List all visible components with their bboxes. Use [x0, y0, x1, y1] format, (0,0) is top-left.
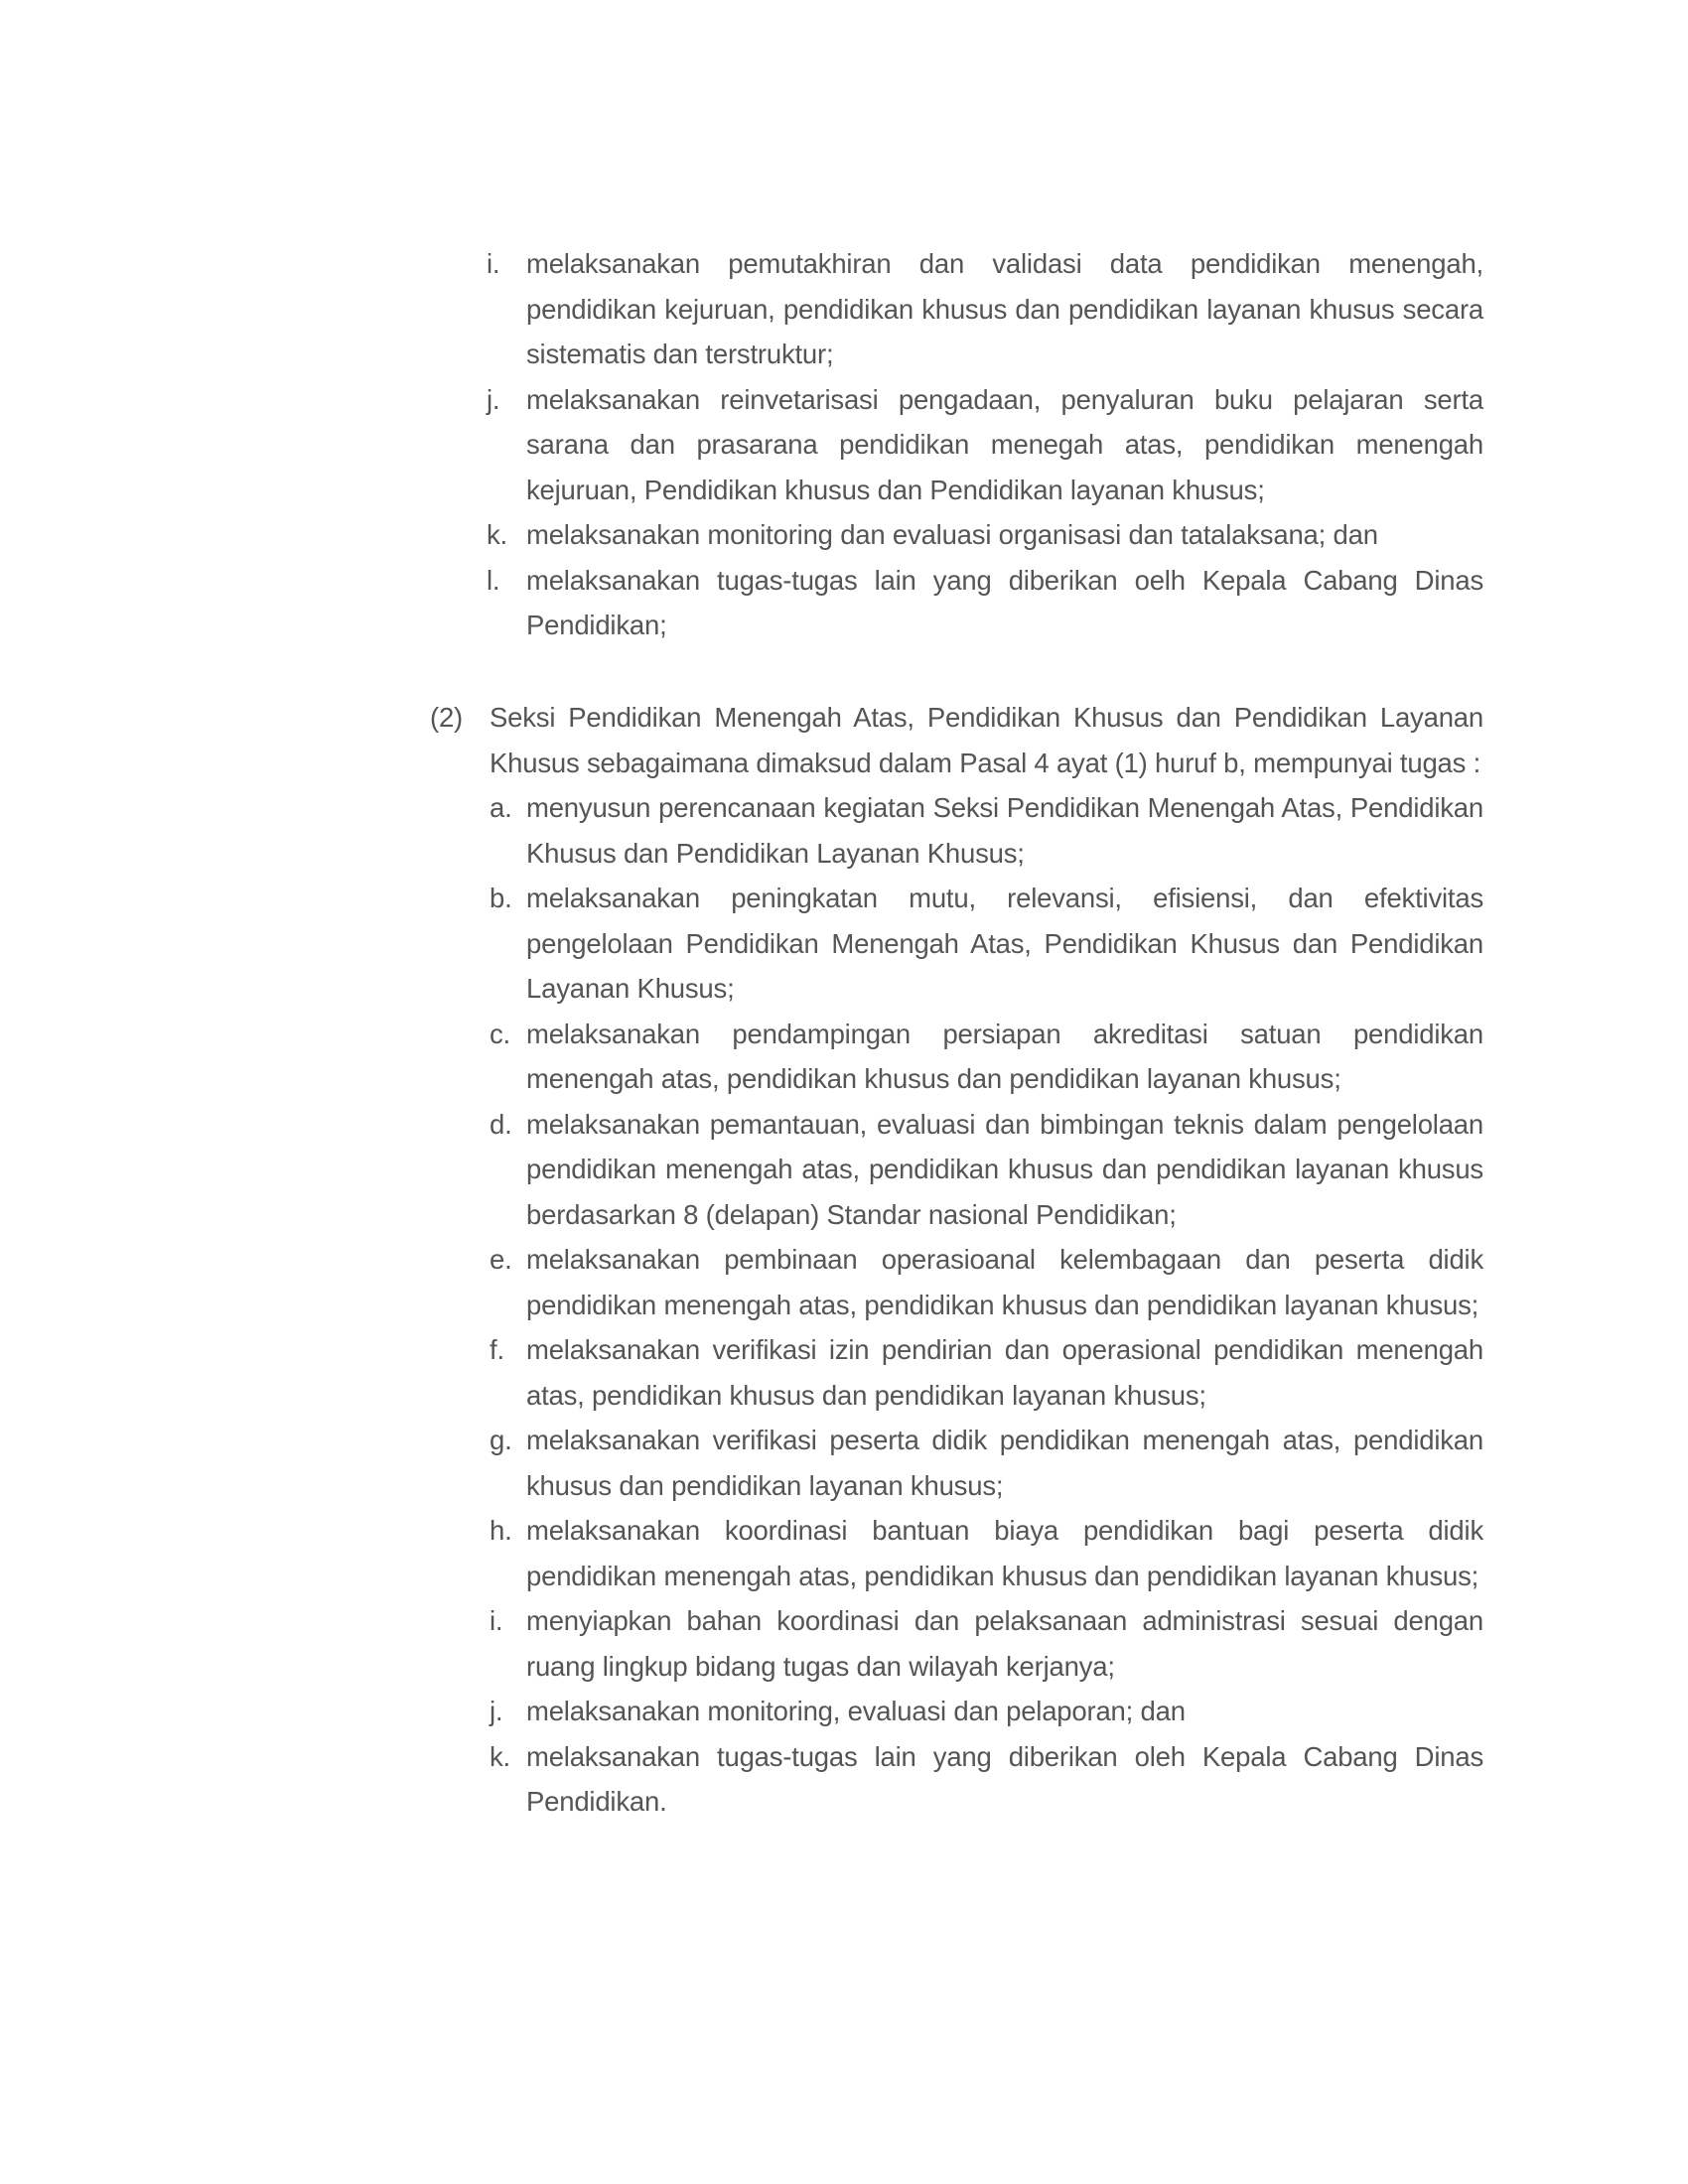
item-label: k.	[487, 519, 507, 550]
item-label: b.	[490, 883, 512, 913]
list-item-j	[490, 1689, 1483, 1734]
item-label: l.	[487, 564, 500, 596]
item-label: e.	[490, 1244, 512, 1275]
item-text: melaksanakan pembinaan operasioanal kelembagaan dan peserta didik pendidikan menengah atas, pendidikan khusus dan pendidikan layanan khusus;	[526, 1244, 1483, 1320]
list-item-k	[490, 1734, 1483, 1825]
list-item-d	[490, 1102, 1483, 1238]
item-label: a.	[490, 792, 512, 823]
item-text: melaksanakan verifikasi peserta didik pendidikan menengah atas, pendidikan khusus dan pendidikan layanan khusus;	[526, 1425, 1483, 1501]
list-item-h	[490, 1508, 1483, 1598]
paragraph-2	[430, 695, 1483, 1825]
list-item-j	[487, 377, 1483, 513]
list-item-e	[490, 1237, 1483, 1327]
paragraph-text: Seksi Pendidikan Menengah Atas, Pendidikan Khusus dan Pendidikan Layanan Khusus sebagaimana dimaksud dalam Pasal 4 ayat (1) huruf b, mempunyai tugas :	[490, 702, 1483, 778]
item-text: melaksanakan monitoring dan evaluasi organisasi dan tatalaksana; dan	[526, 519, 1378, 550]
item-text: melaksanakan peningkatan mutu, relevansi, efisiensi, dan efektivitas pengelolaan Pendidikan Menengah Atas, Pendidikan Khusus dan Pendidikan Layanan Khusus;	[526, 883, 1483, 1004]
list-item-k	[487, 512, 1483, 558]
list-item-a	[490, 785, 1483, 876]
item-text: melaksanakan monitoring, evaluasi dan pelaporan; dan	[526, 1696, 1186, 1726]
item-text: melaksanakan verifikasi izin pendirian dan operasional pendidikan menengah atas, pendidikan khusus dan pendidikan layanan khusus;	[526, 1334, 1483, 1411]
item-label: j.	[487, 383, 500, 415]
item-label: g.	[490, 1425, 512, 1455]
item-text: melaksanakan pemutakhiran dan validasi data pendidikan menengah, pendidikan kejuruan, pendidikan khusus dan pendidikan layanan khusus secara sistematis dan terstruktur;	[526, 248, 1483, 369]
paragraph-number: (2)	[430, 702, 464, 733]
item-text: melaksanakan tugas-tugas lain yang diberikan oelh Kepala Cabang Dinas Pendidikan;	[526, 564, 1483, 640]
item-label: f.	[490, 1334, 504, 1365]
item-text: melaksanakan reinvetarisasi pengadaan, penyaluran buku pelajaran serta sarana dan prasarana pendidikan menegah atas, pendidikan menengah kejuruan, Pendidikan khusus dan Pendidikan layanan khusus;	[526, 383, 1483, 505]
item-label: k.	[490, 1740, 510, 1772]
list-item-f	[490, 1327, 1483, 1418]
item-text: melaksanakan koordinasi bantuan biaya pendidikan bagi peserta didik pendidikan menengah atas, pendidikan khusus dan pendidikan layanan khusus;	[526, 1515, 1483, 1591]
item-label: d.	[490, 1108, 512, 1140]
item-label: i.	[490, 1605, 503, 1636]
list-item-i	[490, 1598, 1483, 1689]
item-text: melaksanakan pendampingan persiapan akreditasi satuan pendidikan menengah atas, pendidikan khusus dan pendidikan layanan khusus;	[526, 1018, 1483, 1094]
item-text: melaksanakan pemantauan, evaluasi dan bimbingan teknis dalam pengelolaan pendidikan menengah atas, pendidikan khusus dan pendidikan layanan khusus berdasarkan 8 (delapan) Standar nasional Pendidikan;	[526, 1108, 1483, 1230]
item-text: melaksanakan tugas-tugas lain yang diberikan oleh Kepala Cabang Dinas Pendidikan.	[526, 1740, 1483, 1817]
item-label: i.	[487, 248, 500, 279]
item-label: j.	[490, 1696, 503, 1726]
list-item-i	[487, 241, 1483, 377]
item-label: c.	[490, 1018, 510, 1049]
item-label: h.	[490, 1515, 512, 1546]
list-item-l	[487, 558, 1483, 648]
list-item-b	[490, 876, 1483, 1012]
list-item-c	[490, 1012, 1483, 1102]
paragraph-2-intro	[430, 695, 1483, 785]
item-text: menyiapkan bahan koordinasi dan pelaksanaan administrasi sesuai dengan ruang lingkup bidang tugas dan wilayah kerjanya;	[526, 1605, 1483, 1682]
continued-task-list	[487, 241, 1483, 648]
list-item-g	[490, 1418, 1483, 1508]
seksi-task-list	[490, 785, 1483, 1825]
item-text: menyusun perencanaan kegiatan Seksi Pendidikan Menengah Atas, Pendidikan Khusus dan Pendidikan Layanan Khusus;	[526, 792, 1483, 869]
